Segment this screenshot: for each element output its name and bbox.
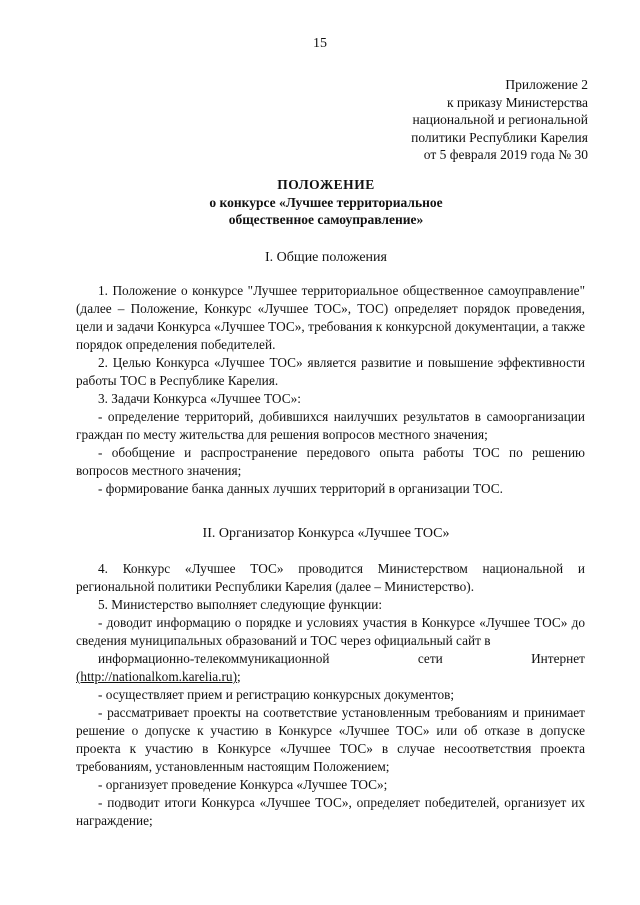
word: информационно-телекоммуникационной (98, 651, 330, 666)
appendix-line: к приказу Министерства (446, 94, 588, 110)
appendix-header (411, 76, 588, 164)
appendix-line: политики Республики Карелия (411, 129, 588, 145)
paragraph: - формирование банка данных лучших территорий в организации ТОС. (98, 481, 503, 496)
word: Интернет (531, 651, 585, 666)
paragraph: - определение территорий, добившихся наилучших результатов в самоорганизации граждан по месту жительства для решения вопросов местного значения; (76, 409, 585, 442)
section-organizer-body (76, 560, 585, 830)
paragraph: - подводит итоги Конкурса «Лучшее ТОС», определяет победителей, организует их награждение; (76, 795, 585, 828)
title-subtitle-line: о конкурсе «Лучшее территориальное (209, 194, 443, 210)
section-heading-organizer: II. Организатор Конкурса «Лучшее ТОС» (202, 526, 450, 541)
paragraph: 3. Задачи Конкурса «Лучшее ТОС»: (98, 391, 301, 406)
document-title (52, 176, 600, 229)
website-link[interactable]: (http://nationalkom.karelia.ru) (76, 669, 237, 684)
title-main: ПОЛОЖЕНИЕ (277, 177, 375, 192)
section-general-body (76, 282, 585, 498)
paragraph: - осуществляет прием и регистрацию конкурсных документов; (98, 687, 455, 702)
title-subtitle-line: общественное самоуправление» (228, 212, 424, 228)
appendix-line: национальной и региональной (412, 112, 588, 128)
paragraph: 4. Конкурс «Лучшее ТОС» проводится Министерством национальной и региональной политики Республики Карелия (далее – Министерство). (76, 561, 585, 594)
paragraph: - рассматривает проекты на соответствие установленным требованиям и принимает решение о допуске к участию в Конкурсе «Лучшее ТОС» или об отказе в допуске проекта к участию в Конкурсе «Лучшее ТОС» в случае несоответствия проекта требованиям, установленным настоящим Положением; (76, 705, 585, 774)
paragraph: 2. Целью Конкурса «Лучшее ТОС» является развитие и повышение эффективности работы ТОС в Республике Карелия. (76, 355, 585, 388)
paragraph: 1. Положение о конкурсе "Лучшее территориальное общественное самоуправление" (далее – Положение, Конкурс «Лучшее ТОС», ТОС) определяет порядок проведения, цели и задачи Конкурса «Лучшее ТОС», требования к конкурсной документации, а также порядок определения победителей. (76, 283, 585, 352)
paragraph: - доводит информацию о порядке и условиях участия в Конкурсе «Лучшее ТОС» до сведения муниципальных образований и ТОС через официальный сайт в (76, 615, 585, 648)
appendix-line: от 5 февраля 2019 года № 30 (423, 147, 588, 163)
paragraph-line (76, 650, 585, 668)
page-number: 15 (313, 36, 327, 51)
paragraph: 5. Министерство выполняет следующие функции: (98, 597, 383, 612)
word: сети (417, 651, 443, 666)
paragraph-line (76, 668, 585, 686)
punctuation: ; (237, 669, 241, 684)
appendix-line: Приложение 2 (505, 77, 588, 92)
paragraph: - организует проведение Конкурса «Лучшее ТОС»; (98, 777, 388, 792)
paragraph: - обобщение и распространение передового опыта работы ТОС по решению вопросов местного значения; (76, 445, 585, 478)
section-heading-general: I. Общие положения (265, 250, 387, 265)
